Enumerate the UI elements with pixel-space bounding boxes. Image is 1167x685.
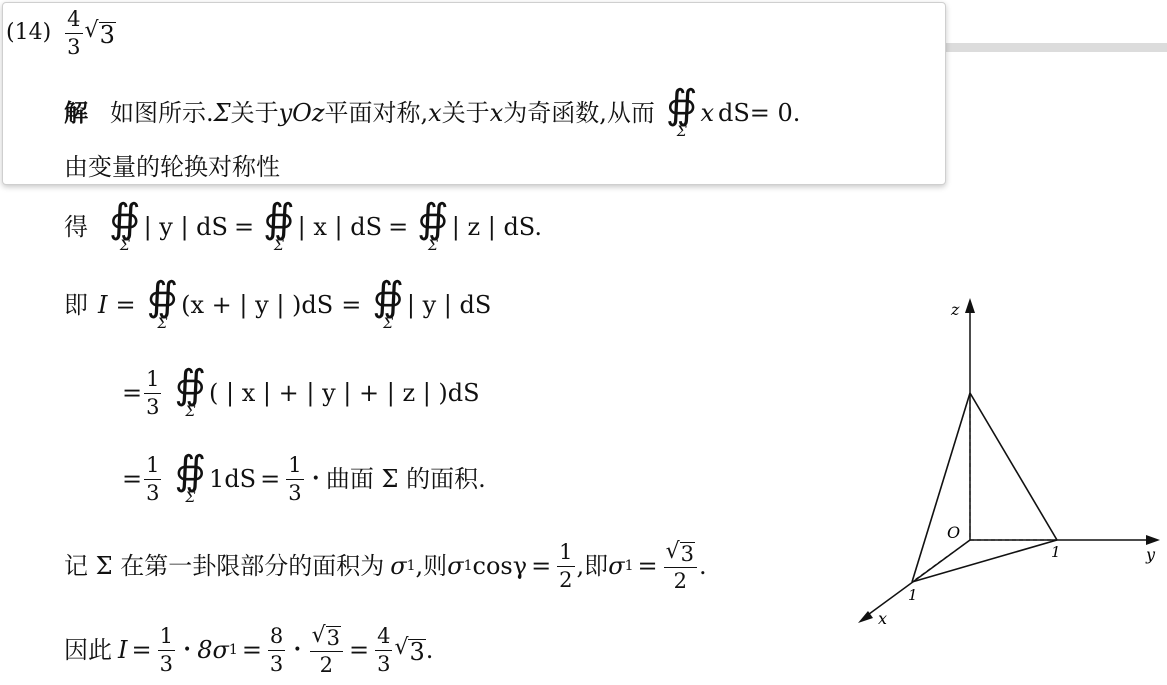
surface-integral: ∯ Σ [174,448,207,506]
triangle-edge-zy [970,393,1057,540]
background-scrollbar-strip [944,43,1167,52]
triangle-edge-zx [912,393,970,582]
surface-integral: ∯ Σ [263,196,295,254]
surface-integral: ∯ Σ [146,274,179,332]
surface-integral: ∯ Σ [174,362,207,420]
solution-line-8: 因此 I = $\frac{1}{3}$ • 8σ 1 = $\frac{8}{3}$ • √ 3 2 = $\frac{4}{3}$ √ 3 . [64,622,434,677]
z-axis-label: z [951,300,960,319]
solution-line-5: = $\frac{1}{3}$ ∯ Σ ( | x | + | y | + | z | )dS [122,362,480,420]
problem-number: (14) [6,20,52,45]
surface-integral: ∯ Σ [417,196,449,254]
y-axis-label: y [1146,545,1156,564]
origin-label: O [947,523,961,542]
answer-sqrt: √ 3 [84,17,115,49]
triangle-edge-xy [912,540,1057,582]
coordinate-figure [850,295,1167,630]
solution-line-6: = $\frac{1}{3}$ ∯ Σ 1dS = $\frac{1}{3}$ • 曲面 Σ 的面积. [122,448,486,506]
surface-integral: ∯ Σ [372,274,404,332]
solution-line-4: 即 I = ∯ Σ (x + | y | )dS = ∯ Σ | y | dS [64,274,492,332]
solution-line-1: 解 如图所示. Σ 关于 yOz 平面对称, x 关于 x 为奇函数,从而 ∯ Σ x dS = 0. [64,82,801,140]
solution-line-2: 由变量的轮换对称性 [64,153,280,181]
x-tick-label: 1 [908,586,918,604]
y-tick-label: 1 [1051,543,1061,561]
surface-integral: ∯ Σ [109,196,141,254]
answer-fraction: $\frac{4}{3}$ [67,7,81,59]
y-axis-arrow [1146,535,1160,545]
x-axis-label: x [878,609,888,628]
solution-line-7: 记 Σ 在第一卦限部分的面积为 σ 1 ,则 σ 1 cosγ = $\frac{1}{2}$ ,即 σ 1 = √ 3 2 . [64,538,707,593]
answer-line [6,8,116,58]
surface-integral: ∯ Σ [665,82,698,140]
solution-line-3: 得 ∯ Σ | y | dS = ∯ Σ | x | dS = ∯ Σ | z | dS. [64,196,543,254]
solution-label: 解 [64,99,88,127]
z-axis-arrow [965,298,975,313]
